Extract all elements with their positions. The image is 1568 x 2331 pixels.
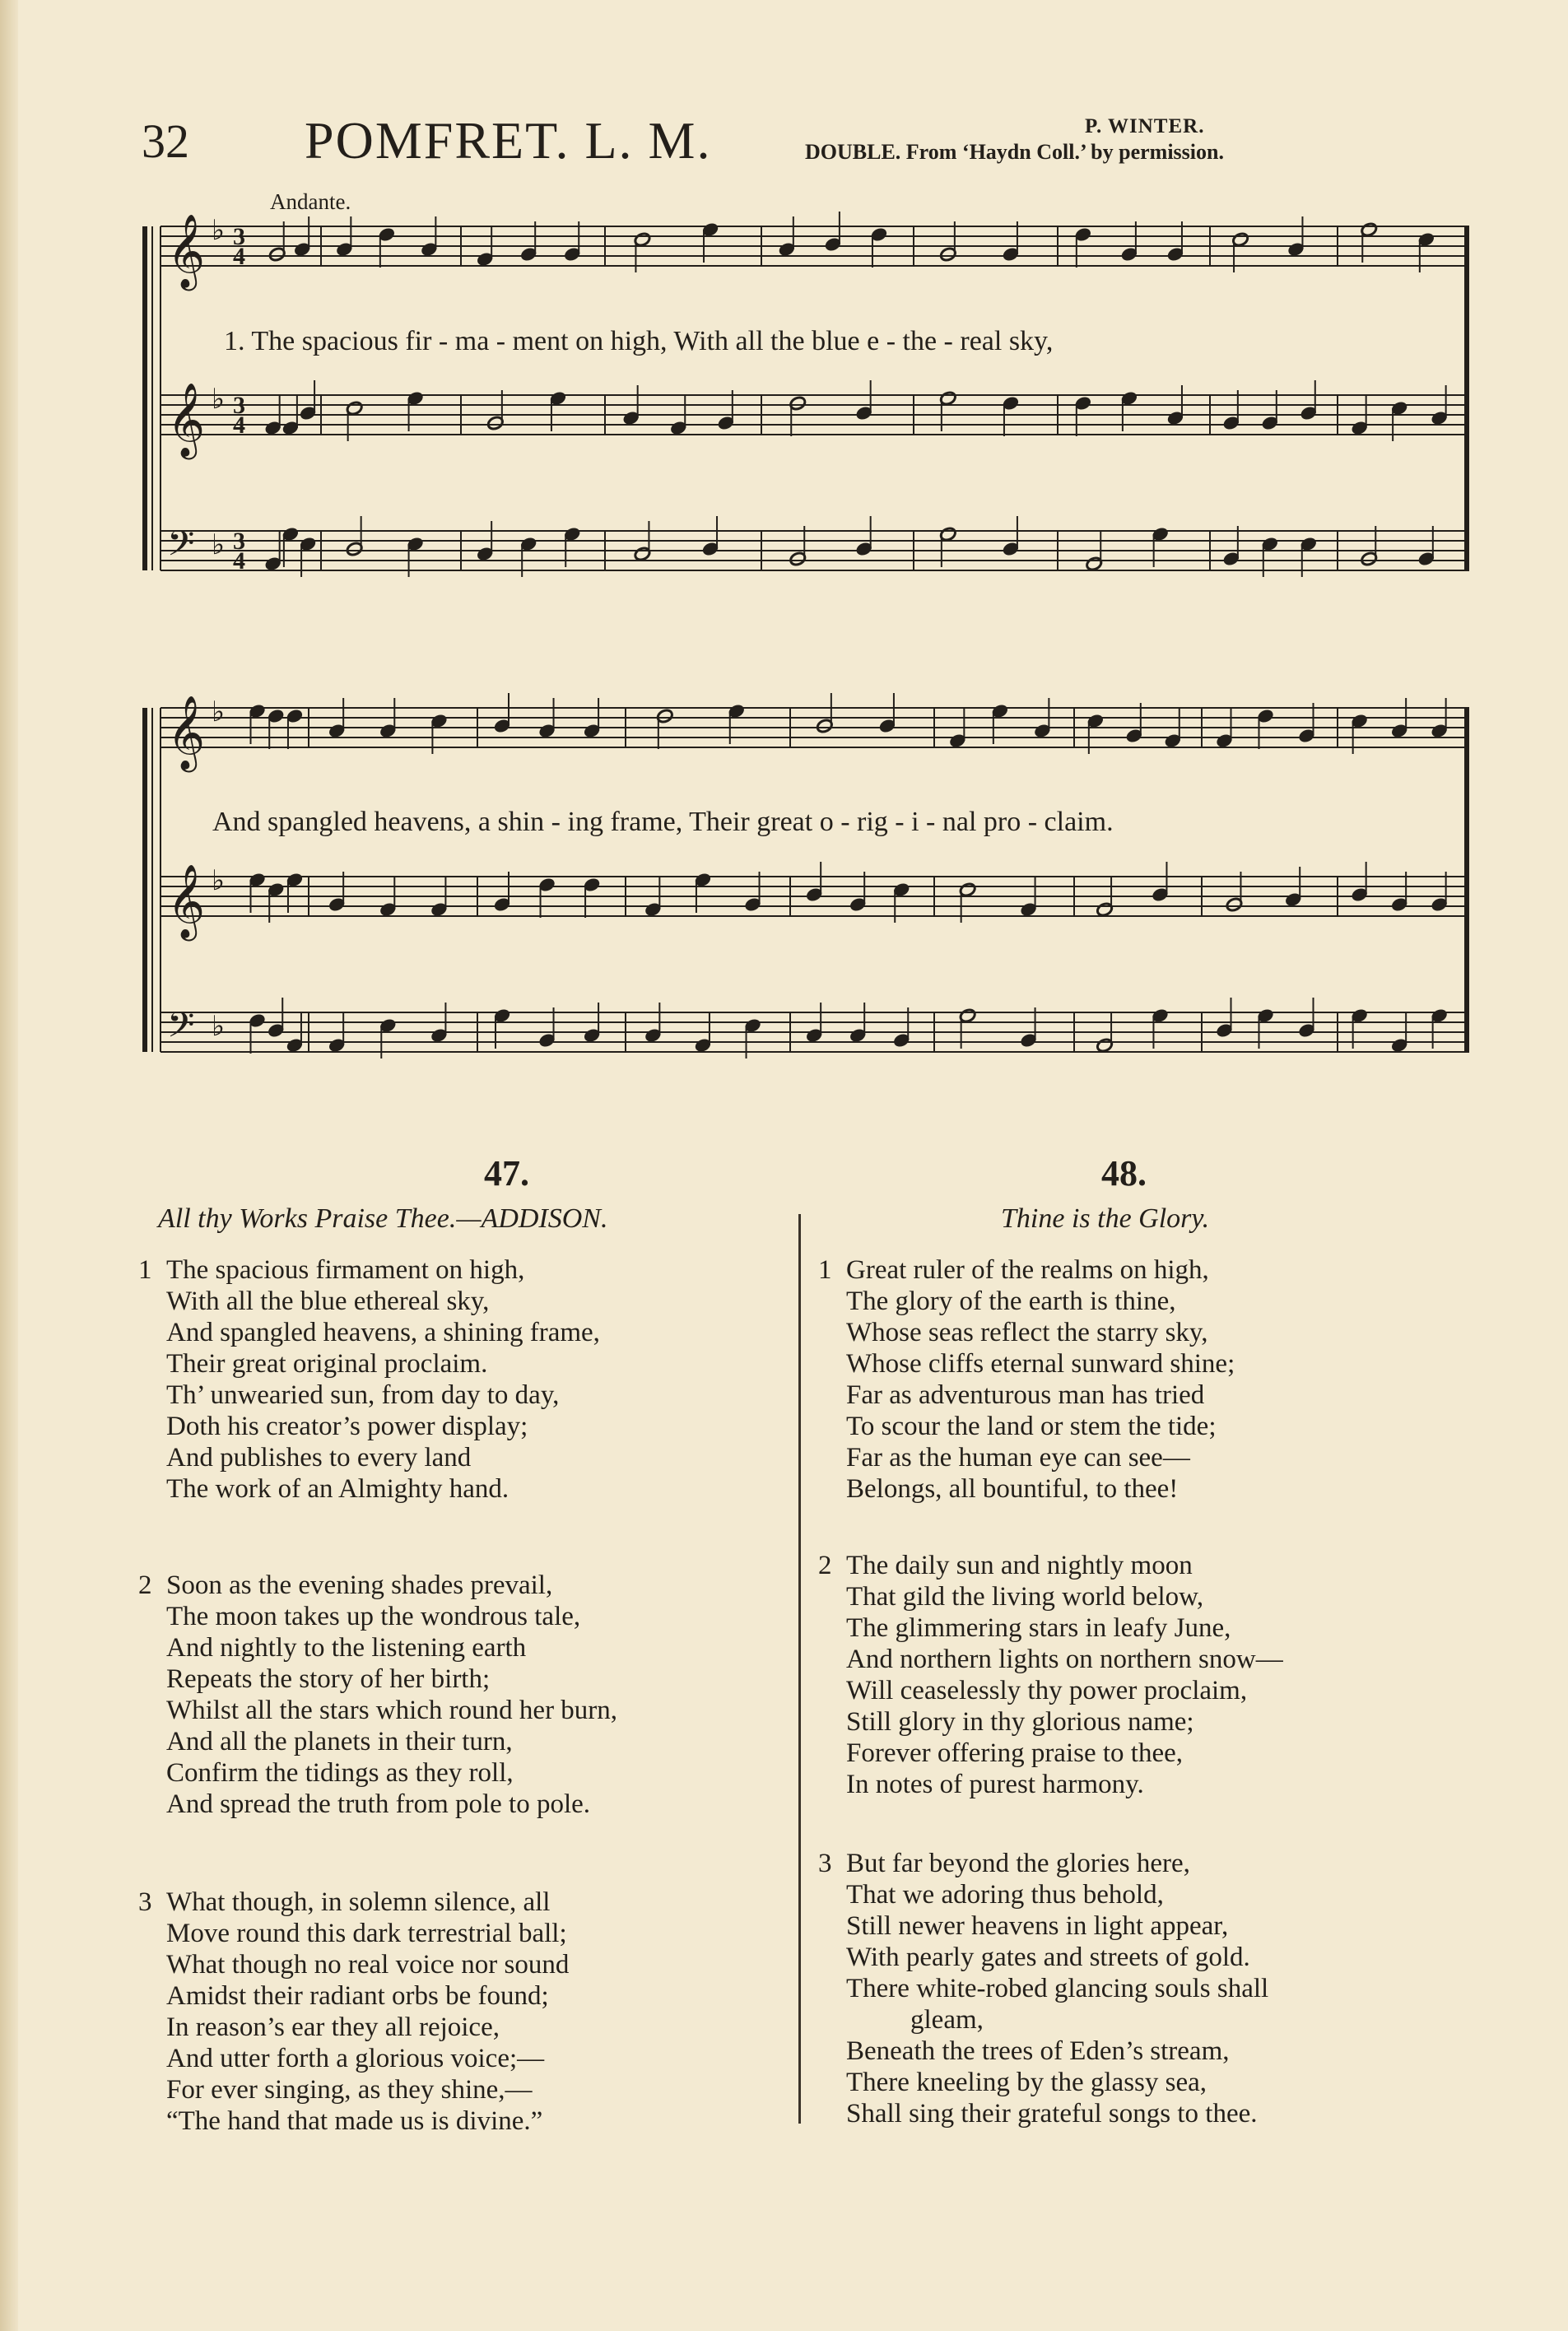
verse-number: 3 — [138, 1887, 152, 1917]
verse-line: Whose seas reflect the starry sky, — [846, 1318, 1208, 1347]
hymn-48-title: Thine is the Glory. — [1001, 1203, 1210, 1234]
verse-line: Their great original proclaim. — [166, 1349, 488, 1379]
hymn-48-verse-2 — [818, 1550, 1283, 1800]
verse-line: Whose cliffs eternal sunward shine; — [846, 1349, 1235, 1379]
verse-line: gleam, — [910, 2005, 984, 2035]
verse-line: Th’ unwearied sun, from day to day, — [166, 1380, 560, 1410]
time-signature-top: 3 — [233, 528, 245, 555]
verse-line: And utter forth a glorious voice;— — [166, 2044, 545, 2073]
verse-line: The moon takes up the wondrous tale, — [166, 1602, 581, 1631]
verse-line: The spacious firmament on high, — [166, 1255, 525, 1285]
verse-line: Shall sing their grateful songs to thee. — [846, 2099, 1258, 2129]
verse-line: There white-robed glancing souls shall — [846, 1974, 1269, 2003]
verse-line: Still glory in thy glorious name; — [846, 1707, 1194, 1737]
source-attribution: DOUBLE. From ‘Haydn Coll.’ by permission. — [805, 140, 1224, 164]
lyrics-line-1: 1. The spacious fir - ma - ment on high, With all the blue e - the - real sky, — [224, 326, 1054, 356]
verse-number: 1 — [138, 1255, 152, 1285]
time-signature-top: 3 — [233, 392, 245, 419]
verse-number: 1 — [818, 1255, 832, 1285]
treble-clef-icon: 𝄞 — [167, 383, 206, 457]
system-bracket — [142, 226, 147, 570]
verse-line: Doth his creator’s power display; — [166, 1412, 528, 1441]
verse-line: What though no real voice nor sound — [166, 1950, 570, 1980]
tune-title: POMFRET. L. M. — [305, 111, 712, 170]
verse-line: In notes of purest harmony. — [846, 1770, 1144, 1799]
verse-line: Move round this dark terrestrial ball; — [166, 1919, 567, 1948]
hymn-48-verse-1 — [818, 1254, 1235, 1505]
hymn-47-title: All thy Works Praise Thee.—ADDISON. — [158, 1203, 608, 1234]
page-number: 32 — [142, 114, 189, 168]
hymn-48-verse-3 — [818, 1848, 1269, 2129]
time-signature-bottom: 4 — [233, 243, 245, 270]
key-signature-flat-icon: ♭ — [212, 214, 226, 247]
verse-line: With pearly gates and streets of gold. — [846, 1942, 1250, 1972]
verse-line: Whilst all the stars which round her burn, — [166, 1696, 618, 1725]
treble-clef-icon: 𝄞 — [167, 696, 206, 770]
verse-line: And publishes to every land — [166, 1443, 472, 1473]
system-bracket — [142, 708, 147, 1052]
hymn-47-verse-3 — [138, 1887, 570, 2137]
treble-clef-icon: 𝄞 — [167, 864, 206, 938]
verse-line: And northern lights on northern snow— — [846, 1645, 1283, 1674]
verse-line: Confirm the tidings as they roll, — [166, 1758, 514, 1788]
verse-number: 3 — [818, 1849, 832, 1878]
verse-number: 2 — [138, 1570, 152, 1600]
bass-clef-icon: 𝄢 — [167, 523, 195, 573]
verse-line: Forever offering praise to thee, — [846, 1738, 1183, 1768]
verse-line: In reason’s ear they all rejoice, — [166, 2012, 500, 2042]
verse-line: And spread the truth from pole to pole. — [166, 1789, 591, 1819]
verse-line: For ever singing, as they shine,— — [166, 2075, 533, 2105]
hymn-47-verse-2 — [138, 1570, 618, 1820]
key-signature-flat-icon: ♭ — [212, 383, 226, 416]
key-signature-flat-icon: ♭ — [212, 696, 226, 728]
bass-clef-icon: 𝄢 — [167, 1005, 195, 1054]
verse-line: With all the blue ethereal sky, — [166, 1286, 490, 1316]
verse-line: That we adoring thus behold, — [846, 1880, 1164, 1910]
verse-line: Repeats the story of her birth; — [166, 1664, 491, 1694]
verse-line: The daily sun and nightly moon — [846, 1551, 1193, 1580]
verse-line: And nightly to the listening earth — [166, 1633, 527, 1663]
verse-line: “The hand that made us is divine.” — [166, 2106, 543, 2136]
hymn-47-number: 47. — [484, 1153, 529, 1193]
composer-credit: P. WINTER. — [1085, 115, 1205, 137]
verse-line: The work of an Almighty hand. — [166, 1474, 509, 1504]
verse-line: The glory of the earth is thine, — [846, 1286, 1176, 1316]
key-signature-flat-icon: ♭ — [212, 528, 226, 561]
verse-line: There kneeling by the glassy sea, — [846, 2068, 1207, 2097]
verse-line: Great ruler of the realms on high, — [846, 1255, 1209, 1285]
verse-line: Still newer heavens in light appear, — [846, 1911, 1229, 1941]
verse-line: The glimmering stars in leafy June, — [846, 1613, 1231, 1643]
key-signature-flat-icon: ♭ — [212, 1010, 226, 1043]
hymn-47-verse-1 — [138, 1254, 600, 1505]
verse-line: Soon as the evening shades prevail, — [166, 1570, 553, 1600]
verse-line: To scour the land or stem the tide; — [846, 1412, 1217, 1441]
time-signature-top: 3 — [233, 223, 245, 250]
treble-clef-icon: 𝄞 — [167, 214, 206, 288]
verse-line: Far as adventurous man has tried — [846, 1380, 1205, 1410]
time-signature-bottom: 4 — [233, 547, 245, 575]
time-signature-bottom: 4 — [233, 412, 245, 439]
verse-line: Beneath the trees of Eden’s stream, — [846, 2036, 1230, 2066]
verse-line: And all the planets in their turn, — [166, 1727, 513, 1756]
verse-line: Far as the human eye can see— — [846, 1443, 1190, 1473]
verse-line: But far beyond the glories here, — [846, 1849, 1190, 1878]
verse-line: Amidst their radiant orbs be found; — [166, 1981, 549, 2011]
column-divider — [798, 1214, 801, 2124]
verse-line: Belongs, all bountiful, to thee! — [846, 1474, 1179, 1504]
tempo-marking: Andante. — [270, 189, 351, 214]
lyrics-line-2: And spangled heavens, a shin - ing frame, Their great o - rig - i - nal pro - claim. — [212, 807, 1114, 837]
hymn-48-number: 48. — [1101, 1153, 1147, 1193]
verse-line: And spangled heavens, a shining frame, — [166, 1318, 600, 1347]
verse-number: 2 — [818, 1551, 832, 1580]
verse-line: That gild the living world below, — [846, 1582, 1204, 1612]
key-signature-flat-icon: ♭ — [212, 864, 226, 897]
final-barline — [1464, 708, 1469, 1052]
verse-line: What though, in solemn silence, all — [166, 1887, 551, 1917]
verse-line: Will ceaselessly thy power proclaim, — [846, 1676, 1248, 1705]
final-barline — [1464, 226, 1469, 570]
music-score — [0, 0, 1568, 1136]
